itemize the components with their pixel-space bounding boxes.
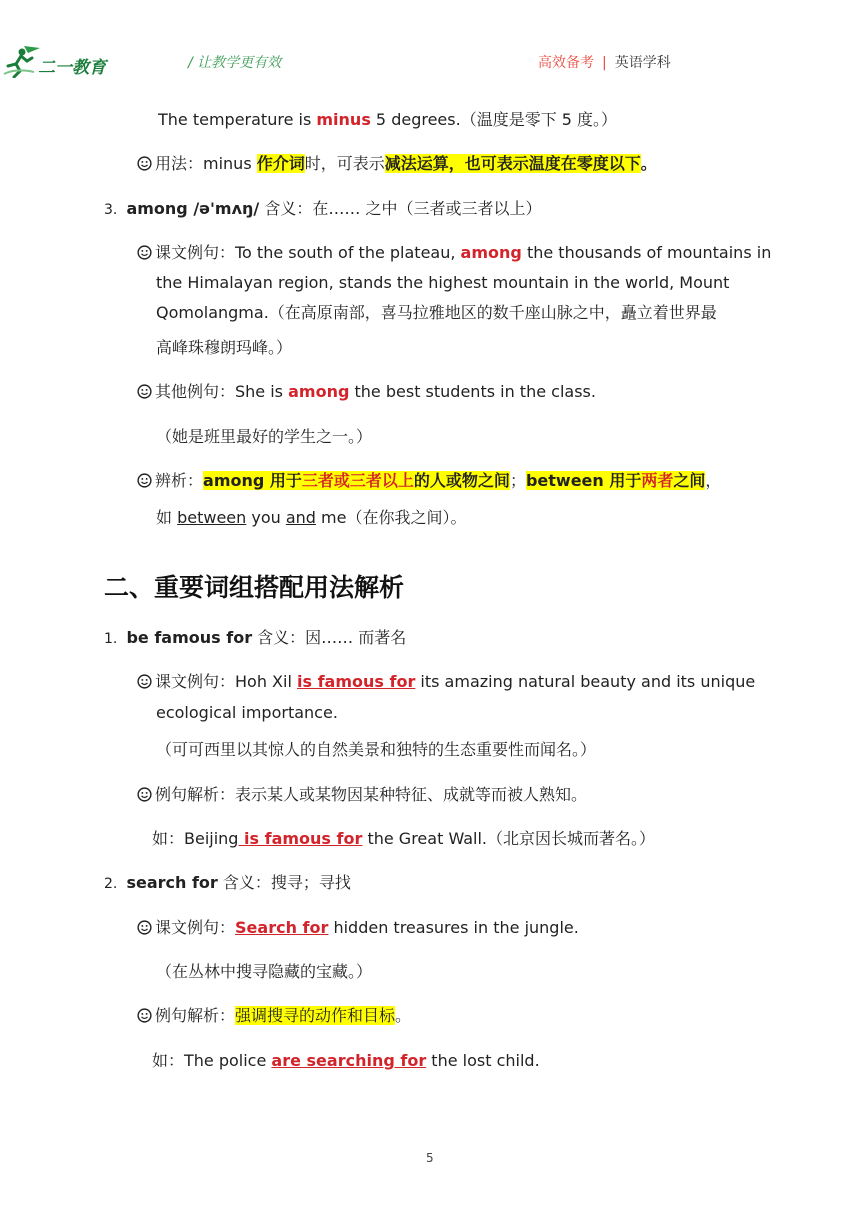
text: the lost child.	[426, 1051, 540, 1070]
text: 其他例句：She is	[155, 382, 289, 401]
text: ；	[509, 471, 526, 490]
phrase-item-heading	[104, 628, 406, 649]
translation: （可可西里以其惊人的自然美景和独特的生态重要性而闻名。）	[156, 740, 597, 759]
comparison-example	[156, 508, 467, 528]
text: 含义：在…… 之中（三者或三者以上）	[259, 199, 542, 218]
text: 辨析：	[155, 471, 204, 490]
example-sentence	[152, 829, 655, 849]
keyword: among	[460, 243, 522, 262]
section-heading: 二、重要词组搭配用法解析	[104, 573, 405, 602]
highlight: 作介词	[256, 154, 305, 173]
smiley-icon	[137, 473, 152, 488]
logo-text: 二一教育	[38, 58, 106, 77]
textbook-example	[137, 672, 755, 692]
text: 。	[640, 154, 657, 173]
header-subject	[538, 52, 671, 72]
phrase-item-heading	[104, 873, 351, 894]
keyword: is famous for	[238, 829, 363, 848]
smiley-icon	[137, 245, 152, 260]
text: 例句解析：表示某人或某物因某种特征、成就等而被人熟知。	[155, 785, 588, 804]
text: 时，可表示	[304, 154, 385, 173]
text: the thousands of mountains in	[521, 243, 772, 262]
textbook-example	[137, 243, 771, 263]
item-number: 3.	[104, 202, 118, 218]
highlight: 强调搜寻的动作和目标	[235, 1006, 396, 1025]
highlight: 减法运算，也可表示温度在零度以下	[384, 154, 641, 173]
underlined-word: and	[285, 508, 316, 527]
text-line: the Himalayan region, stands the highest mountain in the world, Mount	[156, 273, 730, 292]
highlight-red: 两者	[641, 471, 674, 490]
smiley-icon	[137, 787, 152, 802]
text-line: Qomolangma.（在高原南部，喜马拉雅地区的数千座山脉之中，矗立着世界最	[156, 303, 717, 322]
text: 含义：因…… 而著名	[252, 628, 407, 647]
keyword: is famous for	[297, 672, 416, 691]
text: 5 degrees.（温度是零下 5 度。）	[370, 110, 618, 129]
smiley-icon	[137, 674, 152, 689]
example-analysis	[137, 785, 587, 805]
underlined-word: between	[177, 508, 247, 527]
other-example	[137, 382, 596, 402]
text: the best students in the class.	[349, 382, 596, 401]
item-number: 1.	[104, 631, 118, 647]
logo	[2, 44, 112, 80]
text: hidden treasures in the jungle.	[328, 918, 579, 937]
example-sentence	[152, 1051, 540, 1071]
comparison-note	[137, 471, 721, 491]
vocab-word: among /ə'mʌŋ/	[126, 199, 260, 218]
keyword: are searching for	[271, 1051, 427, 1070]
highlight-red: 三者或三者以上	[301, 471, 414, 490]
item-number: 2.	[104, 876, 118, 892]
keyword: Search for	[235, 918, 329, 937]
smiley-icon	[137, 384, 152, 399]
text: you	[246, 508, 286, 527]
phrase: be famous for	[126, 628, 253, 647]
text: 课文例句：To the south of the plateau,	[155, 243, 461, 262]
text: The temperature is	[158, 110, 317, 129]
example-sentence	[158, 110, 617, 130]
text: 如：The police	[152, 1051, 272, 1070]
smiley-icon	[137, 156, 152, 171]
text: 课文例句：Hoh Xil	[155, 672, 297, 691]
highlight: among 用于	[203, 471, 302, 490]
usage-note	[137, 154, 657, 174]
translation: （在丛林中搜寻隐藏的宝藏。）	[156, 962, 373, 981]
smiley-icon	[137, 920, 152, 935]
page-number: 5	[426, 1151, 434, 1165]
header-slogan: / 让教学更有效	[188, 55, 282, 71]
text-line: ecological importance.	[156, 703, 338, 722]
text: 例句解析：	[155, 1006, 236, 1025]
keyword: minus	[316, 110, 371, 129]
text: 如	[156, 508, 178, 527]
example-analysis	[137, 1006, 411, 1026]
highlight: 的人或物之间	[413, 471, 510, 490]
header-subject-label: 英语学科	[614, 55, 671, 71]
text: the Great Wall.（北京因长城而著名。）	[362, 829, 656, 848]
text: 含义：搜寻；寻找	[217, 873, 351, 892]
keyword: among	[288, 382, 350, 401]
text: 用法：minus	[155, 154, 257, 173]
textbook-example	[137, 918, 579, 938]
text: me（在你我之间）。	[315, 508, 467, 527]
highlight: 之间	[673, 471, 706, 490]
vocab-item-heading	[104, 199, 541, 220]
text: 。	[395, 1006, 412, 1025]
header-divider: |	[602, 55, 607, 71]
text: its amazing natural beauty and its unique	[415, 672, 756, 691]
text-line: 高峰珠穆朗玛峰。）	[156, 338, 293, 357]
text: ，	[705, 471, 722, 490]
text: 课文例句：	[155, 918, 236, 937]
header-exam-label: 高效备考	[538, 55, 594, 71]
highlight: between 用于	[525, 471, 642, 490]
smiley-icon	[137, 1008, 152, 1023]
translation: （她是班里最好的学生之一。）	[156, 427, 373, 446]
text: 如：Beijing	[152, 829, 239, 848]
runner-logo-icon	[2, 44, 42, 78]
phrase: search for	[126, 873, 218, 892]
